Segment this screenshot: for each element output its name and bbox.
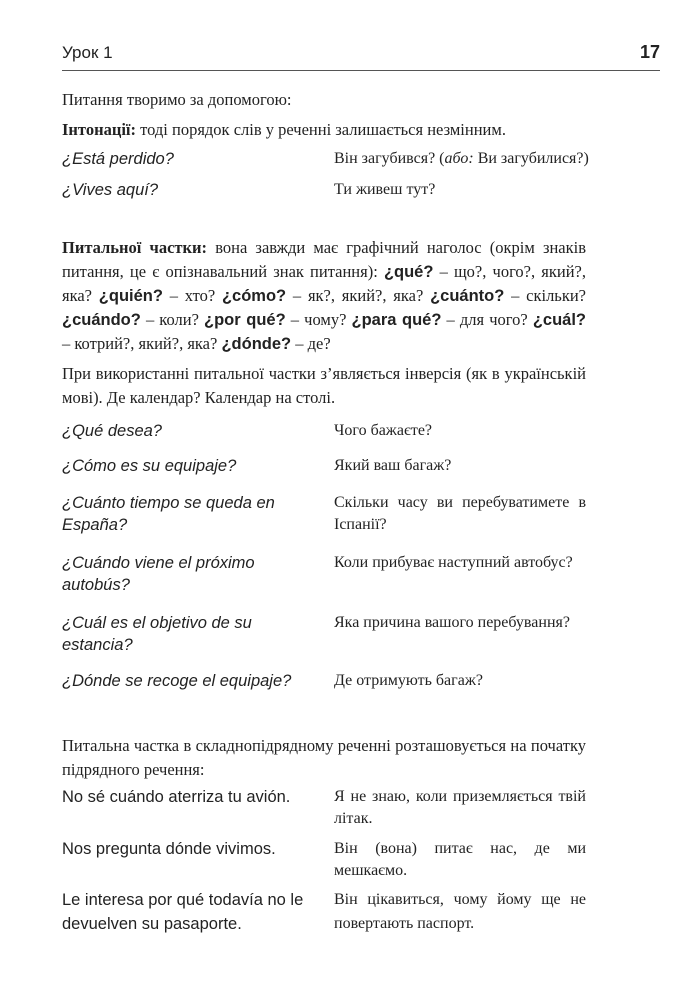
example-ua-1 [334,148,604,170]
gloss-quien: – хто? [162,286,222,305]
word-por-que: ¿por qué? [204,311,286,329]
example-es-8: ¿Dónde se recoge el equipaje? [62,672,292,690]
particle-paragraph [62,236,586,356]
example-ua-1-tail: Ви загубилися?) [473,150,589,167]
intonation-text: тоді порядок слів у реченні залишається незмінним. [136,120,506,139]
particle-text: вона завжди має графічний наголос (окрім знаків питання, це є опізнавальний знак питання): [62,238,587,281]
example-es-11: Le interesa por qué todavía no le devuelven su pasaporte. [62,891,304,933]
example-ua-9: Я не знаю, коли приземляється твій літак. [334,788,586,827]
gloss-cuanto: – скільки? [504,286,586,305]
example-es-10: Nos pregunta dónde vivimos. [62,840,276,858]
example-ua-5: Скільки часу ви перебуватимете в Іспанії? [334,494,586,533]
particle-label: Питальної частки: [62,238,208,257]
inversion-paragraph: При використанні питальної частки з’являється інверсія (як в українській мові). Де календар? Календар на столі. [62,364,586,407]
example-ua-1-part: Він загубився? ( [334,150,445,167]
example-es-5: ¿Cuánto tiempo se queda en España? [62,494,275,534]
word-para-que: ¿para qué? [351,311,442,329]
lesson-title: Урок 1 [62,43,113,62]
gloss-donde: – де? [291,334,331,353]
example-es-1: ¿Está perdido? [62,150,174,168]
complex-paragraph: Питальна частка в складнопідрядному реченні розташовується на початку підрядного речення: [62,736,586,779]
example-ua-1-italic: або: [444,150,474,167]
example-es-4: ¿Cómo es su equipaje? [62,457,237,475]
example-es-6: ¿Cuándo viene el próximo autobús? [62,554,255,594]
example-es-9: No sé cuándo aterriza tu avión. [62,788,291,806]
intro-text: Питання творимо за допомогою: [62,90,292,109]
page-header [62,40,660,71]
gloss-por-que: – чому? [285,310,352,329]
word-donde: ¿dónde? [221,335,292,353]
example-ua-3: Чого бажаєте? [334,422,433,439]
example-es-2: ¿Vives aquí? [62,181,159,199]
word-quien: ¿quién? [98,287,163,305]
word-cual: ¿cuál? [532,311,587,329]
example-ua-2: Ти живеш тут? [334,181,436,198]
gloss-que: – що?, чого?, який?, яка? [62,262,586,305]
gloss-para-que: – для чого? [441,310,533,329]
word-como: ¿cómo? [221,287,287,305]
word-cuando: ¿cuándo? [62,311,141,329]
example-ua-6: Коли прибуває наступний автобус? [334,554,573,571]
example-ua-7: Яка причина вашого перебування? [334,614,570,631]
example-ua-11: Він цікавиться, чому йому ще не повертають паспорт. [334,891,586,932]
gloss-cuando: – коли? [140,310,205,329]
intonation-paragraph [62,118,586,141]
page-number: 17 [639,42,660,62]
word-cuanto: ¿cuánto? [430,287,505,305]
example-es-3: ¿Qué desea? [62,422,162,440]
gloss-como: – як?, який?, яка? [286,286,431,305]
example-ua-8: Де отримують багаж? [334,672,483,689]
example-es-7: ¿Cuál es el objetivo de su estancia? [62,614,252,654]
word-que: ¿qué? [383,263,434,281]
example-ua-4: Який ваш багаж? [334,457,452,474]
gloss-cual: – котрий?, який?, яка? [62,334,222,353]
example-ua-10: Він (вона) питає нас, де ми мешкаємо. [334,840,586,879]
intonation-label: Інтонації: [62,120,136,139]
